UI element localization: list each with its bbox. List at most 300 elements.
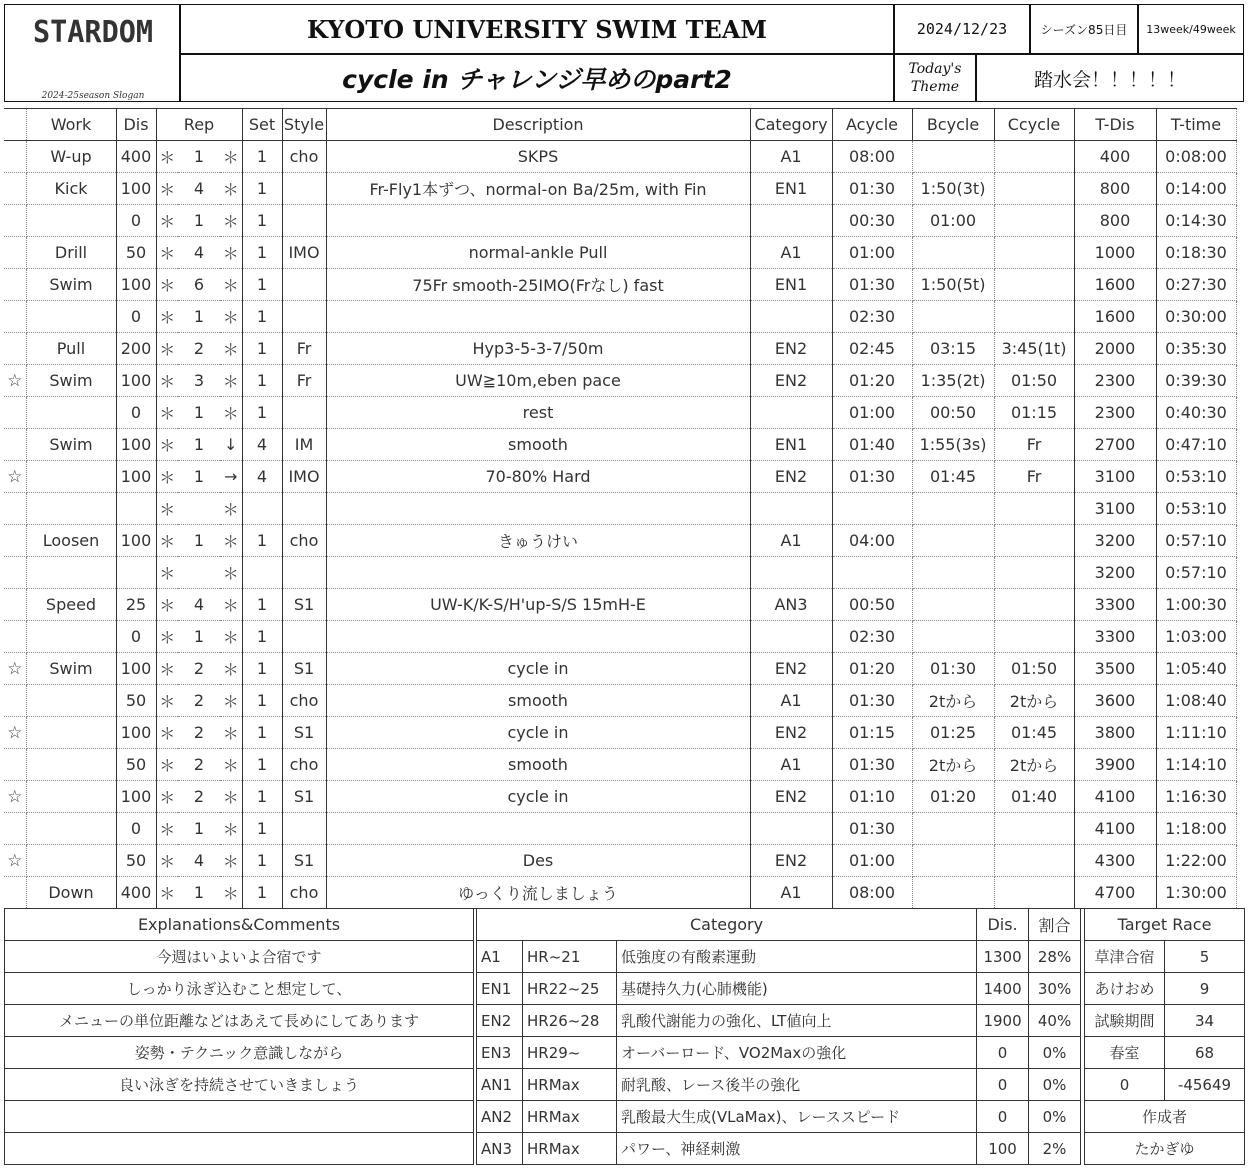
author: たかぎゆ <box>1085 1133 1245 1165</box>
set-cell: 1 <box>242 365 282 397</box>
category-table <box>476 908 1081 1165</box>
distance-cell: 50 <box>116 237 156 269</box>
set-multiplier-cell: ＊ <box>220 493 242 525</box>
description-cell: normal-ankle Pull <box>326 237 750 269</box>
category-desc: 耐乳酸、レース後半の強化 <box>617 1069 977 1101</box>
category-title: Category <box>477 909 977 941</box>
rep-cell: 2 <box>178 333 220 365</box>
ccycle-cell <box>994 173 1074 205</box>
logo-cell <box>4 4 180 102</box>
set-cell: 1 <box>242 653 282 685</box>
category-dis: 0 <box>977 1069 1029 1101</box>
description-cell: UW-K/K-S/H'up-S/S 15mH-E <box>326 589 750 621</box>
work-cell: Speed <box>26 589 116 621</box>
distance-cell: 400 <box>116 877 156 909</box>
distance-cell: 100 <box>116 653 156 685</box>
description-cell: 70-80% Hard <box>326 461 750 493</box>
bcycle-cell: 01:45 <box>912 461 994 493</box>
total-time-cell: 1:08:40 <box>1156 685 1236 717</box>
style-cell: Fr <box>282 333 326 365</box>
total-distance-cell: 1600 <box>1074 301 1156 333</box>
work-cell <box>26 557 116 589</box>
set-multiplier-cell: ＊ <box>220 557 242 589</box>
total-distance-cell: 3200 <box>1074 557 1156 589</box>
total-time-cell: 1:30:00 <box>1156 877 1236 909</box>
star-cell <box>4 237 26 269</box>
category-dis: 1400 <box>977 973 1029 1005</box>
style-cell <box>282 621 326 653</box>
multiplier-cell: ＊ <box>156 365 178 397</box>
star-cell <box>4 269 26 301</box>
category-cell: A1 <box>750 237 832 269</box>
acycle-cell: 00:50 <box>832 589 912 621</box>
multiplier-cell: ＊ <box>156 717 178 749</box>
multiplier-cell: ＊ <box>156 621 178 653</box>
rep-cell: 1 <box>178 525 220 557</box>
total-distance-cell: 1000 <box>1074 237 1156 269</box>
category-cell <box>750 205 832 237</box>
description-cell <box>326 493 750 525</box>
table-row <box>4 621 1236 653</box>
star-cell <box>4 205 26 237</box>
col-work: Work <box>26 109 116 141</box>
bcycle-cell: 01:00 <box>912 205 994 237</box>
acycle-cell: 08:00 <box>832 141 912 173</box>
distance-cell: 100 <box>116 269 156 301</box>
total-distance-cell: 4100 <box>1074 813 1156 845</box>
star-cell <box>4 877 26 909</box>
category-desc: 乳酸代謝能力の強化、LT値向上 <box>617 1005 977 1037</box>
multiplier-cell: ＊ <box>156 557 178 589</box>
set-multiplier-cell: ＊ <box>220 301 242 333</box>
ccycle-cell <box>994 525 1074 557</box>
target-row <box>1085 973 1245 1005</box>
total-time-cell: 0:14:30 <box>1156 205 1236 237</box>
total-time-cell: 1:14:10 <box>1156 749 1236 781</box>
set-cell: 4 <box>242 461 282 493</box>
target-days: 68 <box>1165 1037 1245 1069</box>
set-cell: 1 <box>242 717 282 749</box>
category-cell: A1 <box>750 877 832 909</box>
work-cell: Swim <box>26 365 116 397</box>
multiplier-cell: ＊ <box>156 397 178 429</box>
rep-cell: 1 <box>178 205 220 237</box>
category-pct: 0% <box>1029 1037 1081 1069</box>
total-time-cell: 0:35:30 <box>1156 333 1236 365</box>
work-cell <box>26 845 116 877</box>
work-cell <box>26 461 116 493</box>
description-cell: rest <box>326 397 750 429</box>
multiplier-cell: ＊ <box>156 173 178 205</box>
style-cell <box>282 493 326 525</box>
set-multiplier-cell: ＊ <box>220 813 242 845</box>
category-hr: HR29~ <box>523 1037 617 1069</box>
category-hr: HRMax <box>523 1069 617 1101</box>
set-multiplier-cell: ＊ <box>220 205 242 237</box>
style-cell <box>282 397 326 429</box>
ccycle-cell: 01:45 <box>994 717 1074 749</box>
description-cell <box>326 205 750 237</box>
total-time-cell: 1:22:00 <box>1156 845 1236 877</box>
multiplier-cell: ＊ <box>156 461 178 493</box>
set-multiplier-cell: ＊ <box>220 333 242 365</box>
distance-cell <box>116 493 156 525</box>
table-row <box>4 717 1236 749</box>
description-cell <box>326 557 750 589</box>
work-cell <box>26 301 116 333</box>
total-time-cell: 0:08:00 <box>1156 141 1236 173</box>
ccycle-cell <box>994 493 1074 525</box>
distance-cell: 50 <box>116 749 156 781</box>
category-cell: A1 <box>750 749 832 781</box>
distance-cell: 200 <box>116 333 156 365</box>
style-cell <box>282 557 326 589</box>
target-row <box>1085 1005 1245 1037</box>
set-multiplier-cell: ＊ <box>220 621 242 653</box>
acycle-cell: 01:20 <box>832 365 912 397</box>
set-cell: 1 <box>242 813 282 845</box>
table-row <box>4 653 1236 685</box>
bcycle-cell <box>912 525 994 557</box>
total-distance-cell: 2300 <box>1074 397 1156 429</box>
work-cell <box>26 717 116 749</box>
total-time-cell: 0:30:00 <box>1156 301 1236 333</box>
description-cell: smooth <box>326 429 750 461</box>
target-name: 草津合宿 <box>1085 941 1165 973</box>
total-time-cell: 1:18:00 <box>1156 813 1236 845</box>
col-bcycle: Bcycle <box>912 109 994 141</box>
style-cell: cho <box>282 525 326 557</box>
comment-line: 今週はいよいよ合宿です <box>5 941 474 973</box>
category-cell: EN2 <box>750 365 832 397</box>
star-cell <box>4 621 26 653</box>
star-cell: ☆ <box>4 653 26 685</box>
col-ttime: T-time <box>1156 109 1236 141</box>
category-cell <box>750 813 832 845</box>
distance-cell: 100 <box>116 365 156 397</box>
slogan: 2024-25season Slogan <box>41 91 145 101</box>
bcycle-cell <box>912 301 994 333</box>
table-header <box>4 109 1236 141</box>
multiplier-cell: ＊ <box>156 429 178 461</box>
distance-cell: 100 <box>116 461 156 493</box>
category-code: A1 <box>477 941 523 973</box>
set-multiplier-cell: ＊ <box>220 269 242 301</box>
bcycle-cell: 01:20 <box>912 781 994 813</box>
star-cell <box>4 525 26 557</box>
category-ratio-label: 割合 <box>1029 909 1081 941</box>
set-multiplier-cell: ＊ <box>220 717 242 749</box>
target-days: 34 <box>1165 1005 1245 1037</box>
target-name: 試験期間 <box>1085 1005 1165 1037</box>
category-dis: 100 <box>977 1133 1029 1165</box>
total-time-cell: 0:27:30 <box>1156 269 1236 301</box>
set-cell: 1 <box>242 205 282 237</box>
col-tdis: T-Dis <box>1074 109 1156 141</box>
category-desc: 乳酸最大生成(VLaMax)、レーススピード <box>617 1101 977 1133</box>
total-distance-cell: 800 <box>1074 205 1156 237</box>
total-time-cell: 1:00:30 <box>1156 589 1236 621</box>
rep-cell: 1 <box>178 621 220 653</box>
ccycle-cell: 2tから <box>994 749 1074 781</box>
description-cell: cycle in <box>326 717 750 749</box>
category-pct: 40% <box>1029 1005 1081 1037</box>
workout-table <box>4 108 1237 909</box>
bcycle-cell <box>912 141 994 173</box>
table-row <box>4 461 1236 493</box>
distance-cell: 100 <box>116 781 156 813</box>
set-cell: 1 <box>242 685 282 717</box>
season-day: シーズン85日目 <box>1030 4 1138 54</box>
category-row <box>477 1133 1081 1165</box>
category-cell: EN2 <box>750 653 832 685</box>
set-cell: 1 <box>242 877 282 909</box>
comment-line: メニューの単位距離などはあえて長めにしてあります <box>5 1005 474 1037</box>
total-time-cell: 1:16:30 <box>1156 781 1236 813</box>
work-cell <box>26 397 116 429</box>
comment-line <box>5 1101 474 1133</box>
total-distance-cell: 3900 <box>1074 749 1156 781</box>
distance-cell: 50 <box>116 845 156 877</box>
table-row <box>4 237 1236 269</box>
ccycle-cell: 2tから <box>994 685 1074 717</box>
target-race-table <box>1084 908 1245 1165</box>
multiplier-cell: ＊ <box>156 205 178 237</box>
set-cell: 1 <box>242 173 282 205</box>
rep-cell: 2 <box>178 781 220 813</box>
multiplier-cell: ＊ <box>156 269 178 301</box>
star-cell <box>4 397 26 429</box>
target-row <box>1085 1037 1245 1069</box>
bcycle-cell <box>912 877 994 909</box>
category-desc: 基礎持久力(心肺機能) <box>617 973 977 1005</box>
total-time-cell: 1:03:00 <box>1156 621 1236 653</box>
description-cell: SKPS <box>326 141 750 173</box>
date: 2024/12/23 <box>894 4 1030 54</box>
style-cell: cho <box>282 749 326 781</box>
style-cell: Fr <box>282 365 326 397</box>
category-cell: EN1 <box>750 173 832 205</box>
star-cell <box>4 589 26 621</box>
work-cell <box>26 685 116 717</box>
ccycle-cell: Fr <box>994 461 1074 493</box>
acycle-cell <box>832 493 912 525</box>
set-cell: 1 <box>242 301 282 333</box>
category-code: EN1 <box>477 973 523 1005</box>
rep-cell: 2 <box>178 749 220 781</box>
multiplier-cell: ＊ <box>156 653 178 685</box>
set-cell: 1 <box>242 781 282 813</box>
total-distance-cell: 4700 <box>1074 877 1156 909</box>
set-cell: 1 <box>242 333 282 365</box>
total-distance-cell: 3500 <box>1074 653 1156 685</box>
ccycle-cell <box>994 589 1074 621</box>
category-cell: EN2 <box>750 781 832 813</box>
acycle-cell: 04:00 <box>832 525 912 557</box>
target-days: 5 <box>1165 941 1245 973</box>
category-hr: HR26~28 <box>523 1005 617 1037</box>
ccycle-cell: 01:15 <box>994 397 1074 429</box>
star-cell: ☆ <box>4 717 26 749</box>
comment-line <box>5 1133 474 1165</box>
distance-cell: 400 <box>116 141 156 173</box>
set-cell: 1 <box>242 749 282 781</box>
category-desc: パワー、神経刺激 <box>617 1133 977 1165</box>
set-cell: 1 <box>242 621 282 653</box>
rep-cell: 6 <box>178 269 220 301</box>
set-cell <box>242 557 282 589</box>
target-row <box>1085 941 1245 973</box>
acycle-cell: 01:00 <box>832 845 912 877</box>
distance-cell: 0 <box>116 621 156 653</box>
comment-line: 姿勢・テクニック意識しながら <box>5 1037 474 1069</box>
style-cell: S1 <box>282 781 326 813</box>
star-cell <box>4 301 26 333</box>
col-category: Category <box>750 109 832 141</box>
acycle-cell: 08:00 <box>832 877 912 909</box>
set-multiplier-cell: ＊ <box>220 173 242 205</box>
rep-cell: 3 <box>178 365 220 397</box>
ccycle-cell: Fr <box>994 429 1074 461</box>
set-multiplier-cell: ＊ <box>220 749 242 781</box>
distance-cell: 50 <box>116 685 156 717</box>
explanations-title: Explanations&Comments <box>5 909 474 941</box>
star-cell <box>4 749 26 781</box>
bcycle-cell: 00:50 <box>912 397 994 429</box>
style-cell <box>282 173 326 205</box>
rep-cell: 1 <box>178 461 220 493</box>
acycle-cell: 02:30 <box>832 301 912 333</box>
table-row <box>4 205 1236 237</box>
style-cell: S1 <box>282 717 326 749</box>
acycle-cell: 01:10 <box>832 781 912 813</box>
work-cell <box>26 205 116 237</box>
set-multiplier-cell: → <box>220 461 242 493</box>
category-cell: A1 <box>750 525 832 557</box>
category-cell: EN2 <box>750 461 832 493</box>
rep-cell: 2 <box>178 685 220 717</box>
bcycle-cell <box>912 493 994 525</box>
category-cell: EN1 <box>750 429 832 461</box>
set-multiplier-cell: ＊ <box>220 237 242 269</box>
target-name: 0 <box>1085 1069 1165 1101</box>
work-cell: Kick <box>26 173 116 205</box>
category-cell: EN2 <box>750 333 832 365</box>
target-name: あけおめ <box>1085 973 1165 1005</box>
star-cell: ☆ <box>4 461 26 493</box>
bcycle-cell <box>912 813 994 845</box>
category-cell: EN1 <box>750 269 832 301</box>
total-time-cell: 0:39:30 <box>1156 365 1236 397</box>
acycle-cell <box>832 557 912 589</box>
category-cell: A1 <box>750 685 832 717</box>
star-cell <box>4 493 26 525</box>
theme: 踏水会！！！！！ <box>976 54 1244 102</box>
category-row <box>477 941 1081 973</box>
category-pct: 0% <box>1029 1101 1081 1133</box>
total-time-cell: 0:14:00 <box>1156 173 1236 205</box>
category-cell: EN2 <box>750 845 832 877</box>
bcycle-cell <box>912 589 994 621</box>
category-cell: AN3 <box>750 589 832 621</box>
set-multiplier-cell: ＊ <box>220 877 242 909</box>
category-cell <box>750 397 832 429</box>
description-cell: cycle in <box>326 653 750 685</box>
ccycle-cell <box>994 557 1074 589</box>
bcycle-cell: 1:50(5t) <box>912 269 994 301</box>
bcycle-cell <box>912 845 994 877</box>
star-cell <box>4 333 26 365</box>
multiplier-cell: ＊ <box>156 781 178 813</box>
category-code: AN2 <box>477 1101 523 1133</box>
table-row <box>4 365 1236 397</box>
ccycle-cell <box>994 877 1074 909</box>
distance-cell: 100 <box>116 173 156 205</box>
category-code: AN3 <box>477 1133 523 1165</box>
star-cell <box>4 557 26 589</box>
category-code: EN3 <box>477 1037 523 1069</box>
table-row <box>4 557 1236 589</box>
category-dis: 0 <box>977 1037 1029 1069</box>
multiplier-cell: ＊ <box>156 333 178 365</box>
table-row <box>4 493 1236 525</box>
category-row <box>477 973 1081 1005</box>
logo: STARDOM <box>32 15 154 50</box>
target-name: 春室 <box>1085 1037 1165 1069</box>
description-cell: Hyp3-5-3-7/50m <box>326 333 750 365</box>
bcycle-cell: 2tから <box>912 685 994 717</box>
total-time-cell: 0:40:30 <box>1156 397 1236 429</box>
work-cell <box>26 813 116 845</box>
col-set: Set <box>242 109 282 141</box>
style-cell: S1 <box>282 653 326 685</box>
work-cell: Down <box>26 877 116 909</box>
category-hr: HRMax <box>523 1133 617 1165</box>
category-code: AN1 <box>477 1069 523 1101</box>
category-hr: HR22~25 <box>523 973 617 1005</box>
set-multiplier-cell: ＊ <box>220 589 242 621</box>
multiplier-cell: ＊ <box>156 813 178 845</box>
work-cell: Drill <box>26 237 116 269</box>
category-row <box>477 1069 1081 1101</box>
ccycle-cell: 01:40 <box>994 781 1074 813</box>
description-cell: smooth <box>326 685 750 717</box>
total-distance-cell: 4300 <box>1074 845 1156 877</box>
multiplier-cell: ＊ <box>156 685 178 717</box>
category-row <box>477 1101 1081 1133</box>
category-cell <box>750 493 832 525</box>
comment-line: しっかり泳ぎ込むこと想定して、 <box>5 973 474 1005</box>
distance-cell: 0 <box>116 301 156 333</box>
set-multiplier-cell: ＊ <box>220 845 242 877</box>
table-row <box>4 877 1236 909</box>
ccycle-cell: 3:45(1t) <box>994 333 1074 365</box>
multiplier-cell: ＊ <box>156 589 178 621</box>
total-distance-cell: 400 <box>1074 141 1156 173</box>
rep-cell: 1 <box>178 429 220 461</box>
set-cell: 1 <box>242 845 282 877</box>
acycle-cell: 01:30 <box>832 269 912 301</box>
star-cell <box>4 813 26 845</box>
rep-cell: 1 <box>178 141 220 173</box>
total-time-cell: 0:53:10 <box>1156 493 1236 525</box>
ccycle-cell <box>994 205 1074 237</box>
total-distance-cell: 2300 <box>1074 365 1156 397</box>
total-time-cell: 0:18:30 <box>1156 237 1236 269</box>
rep-cell: 1 <box>178 813 220 845</box>
description-cell <box>326 621 750 653</box>
target-days: -45649 <box>1165 1069 1245 1101</box>
